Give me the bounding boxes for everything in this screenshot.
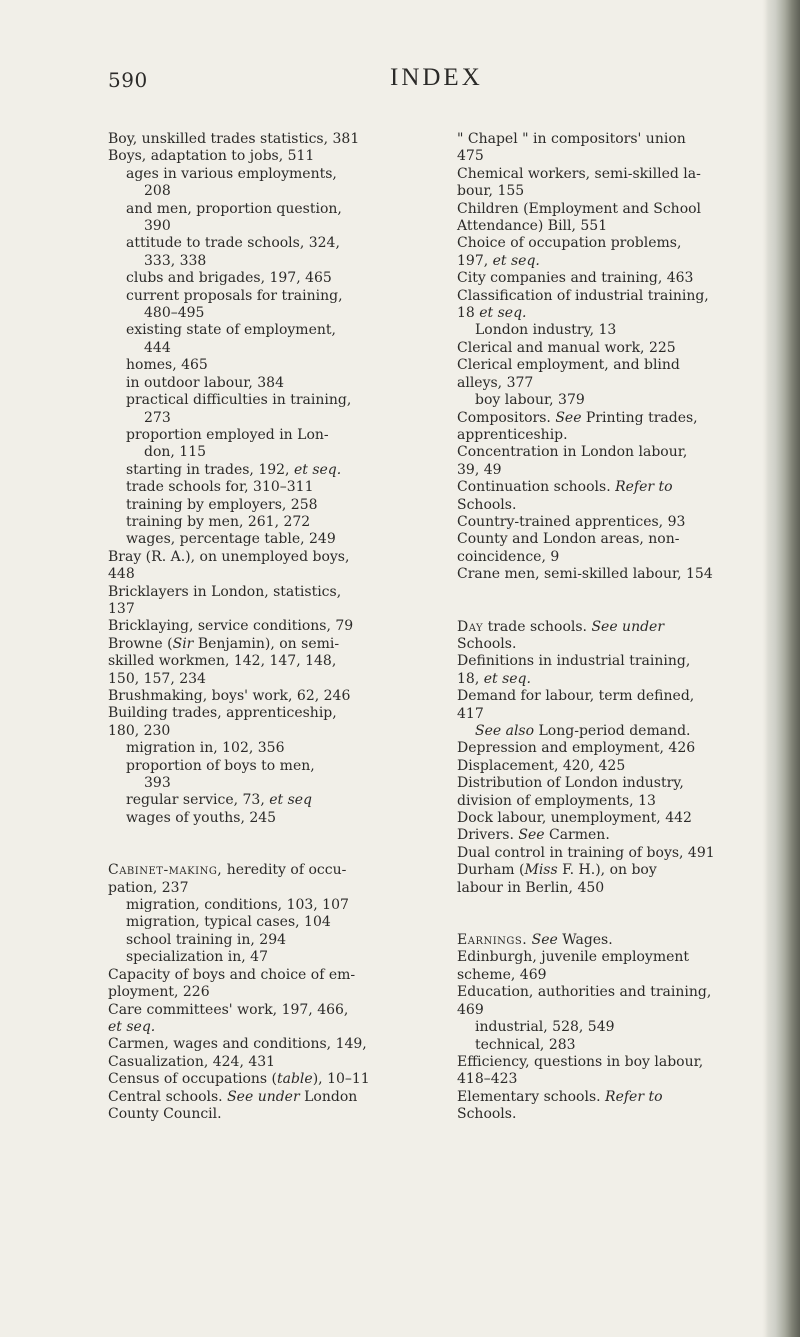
entry-line: coincidence, 9: [457, 548, 560, 565]
index-entry: [457, 688, 779, 723]
index-entry: [457, 270, 779, 287]
entry-line: pation, 237: [108, 879, 189, 896]
index-entry: [108, 131, 430, 148]
index-subentry: [108, 914, 430, 931]
entry-line: Chemical workers, semi-skilled la-: [457, 165, 701, 182]
entry-line: proportion employed in Lon-: [126, 426, 329, 443]
entry-line: 273: [144, 409, 171, 426]
entry-line: Capacity of boys and choice of em-: [108, 966, 356, 983]
entry-line: 475: [457, 148, 484, 165]
entry-line: wages, percentage table, 249: [126, 531, 336, 548]
entry-line: practical difficulties in training,: [126, 392, 352, 409]
entry-line: 208: [144, 183, 171, 200]
index-entry: [457, 740, 779, 757]
index-entry: [457, 653, 779, 688]
index-entry: [457, 984, 779, 1019]
entry-line: apprenticeship.: [457, 426, 568, 443]
entry-line: training by men, 261, 272: [126, 513, 311, 530]
index-subentry: [108, 810, 430, 827]
entry-line: Distribution of London industry,: [457, 775, 684, 792]
entry-line: Earnings. See Wages.: [457, 932, 613, 949]
index-subentry: [108, 479, 430, 496]
entry-line: Demand for labour, term defined,: [457, 688, 695, 705]
entry-line: regular service, 73, et seq: [126, 792, 313, 809]
index-subentry: [108, 932, 430, 949]
entry-line: skilled workmen, 142, 147, 148,: [108, 653, 337, 670]
index-entry: [108, 1002, 430, 1037]
entry-line: Drivers. See Carmen.: [457, 827, 610, 844]
index-entry: [457, 949, 779, 984]
entry-line: Schools.: [457, 635, 517, 652]
entry-line: See also Long-period demand.: [475, 723, 691, 739]
index-entry: [108, 549, 430, 584]
entry-line: 137: [108, 600, 135, 617]
index-subentry: [457, 723, 779, 740]
entry-line: clubs and brigades, 197, 465: [126, 270, 332, 287]
entry-line: 197, et seq.: [457, 252, 540, 269]
entry-line: Schools.: [457, 1106, 517, 1123]
index-subentry: [108, 392, 430, 427]
entry-line: current proposals for training,: [126, 287, 343, 304]
entry-line: London industry, 13: [475, 322, 617, 339]
entry-line: Compositors. See Printing trades,: [457, 409, 698, 426]
entry-line: existing state of employment,: [126, 322, 336, 339]
entry-line: 417: [457, 705, 484, 722]
entry-line: County Council.: [108, 1105, 222, 1122]
section-gap: [457, 897, 779, 932]
entry-line: Day trade schools. See under: [457, 618, 665, 635]
index-entry: [457, 845, 779, 862]
entry-line: Census of occupations (table), 10–11: [108, 1071, 370, 1088]
index-subentry: [108, 375, 430, 392]
entry-line: Schools.: [457, 496, 517, 513]
index-entry: [108, 584, 430, 619]
entry-line: and men, proportion question,: [126, 200, 342, 217]
entry-line: Classification of industrial training,: [457, 287, 709, 304]
index-subentry: [457, 322, 779, 339]
entry-line: " Chapel " in compositors' union: [457, 131, 686, 147]
entry-line: training by employers, 258: [126, 496, 318, 513]
entry-line: Building trades, apprenticeship,: [108, 705, 337, 722]
entry-line: 448: [108, 566, 135, 583]
index-subentry: [108, 531, 430, 548]
index-entry: [457, 566, 779, 583]
entry-line: City companies and training, 463: [457, 270, 694, 287]
entry-line: migration, conditions, 103, 107: [126, 897, 349, 914]
entry-line: 18, et seq.: [457, 670, 531, 687]
entry-line: Clerical and manual work, 225: [457, 339, 676, 356]
entry-line: 418–423: [457, 1071, 518, 1088]
entry-line: Efficiency, questions in boy labour,: [457, 1053, 704, 1070]
index-entry: [457, 810, 779, 827]
index-subentry: [457, 1037, 779, 1054]
entry-line: Choice of occupation problems,: [457, 235, 682, 252]
entry-line: Boys, adaptation to jobs, 511: [108, 148, 315, 165]
entry-line: Dual control in training of boys, 491: [457, 844, 715, 861]
index-subentry: [108, 740, 430, 757]
index-entry: [457, 862, 779, 897]
index-entry: [457, 288, 779, 323]
entry-line: ages in various employments,: [126, 165, 337, 182]
entry-line: Boy, unskilled trades statistics, 381: [108, 131, 360, 147]
entry-line: migration in, 102, 356: [126, 740, 285, 757]
entry-line: division of employments, 13: [457, 792, 656, 809]
entry-line: Elementary schools. Refer to: [457, 1088, 663, 1105]
entry-line: labour in Berlin, 450: [457, 879, 605, 896]
index-entry: [457, 410, 779, 445]
index-entry: [457, 827, 779, 844]
entry-line: Bray (R. A.), on unemployed boys,: [108, 548, 350, 565]
entry-line: 333, 338: [144, 252, 207, 269]
index-entry: [108, 636, 430, 688]
entry-line: Durham (Miss F. H.), on boy: [457, 862, 657, 879]
entry-line: 469: [457, 1001, 484, 1018]
entry-line: boy labour, 379: [475, 392, 585, 409]
index-entry: [457, 131, 779, 166]
index-entry: [457, 758, 779, 775]
index-subentry: [108, 949, 430, 966]
entry-line: Brushmaking, boys' work, 62, 246: [108, 688, 351, 704]
entry-line: Continuation schools. Refer to: [457, 479, 673, 496]
index-subentry: [108, 497, 430, 514]
entry-line: in outdoor labour, 384: [126, 374, 284, 391]
entry-line: 39, 49: [457, 461, 502, 478]
section-gap: [457, 584, 779, 619]
entry-line: 480–495: [144, 305, 205, 322]
index-subentry: [108, 201, 430, 236]
entry-line: Crane men, semi-skilled labour, 154: [457, 566, 713, 583]
entry-line: don, 115: [144, 444, 207, 461]
entry-line: Edinburgh, juvenile employment: [457, 949, 690, 966]
entry-line: specialization in, 47: [126, 949, 268, 966]
entry-line: Bricklaying, service conditions, 79: [108, 618, 354, 635]
index-entry: [457, 514, 779, 531]
entry-line: proportion of boys to men,: [126, 757, 315, 774]
index-subentry: [108, 514, 430, 531]
index-entry: [457, 340, 779, 357]
entry-line: bour, 155: [457, 183, 525, 200]
entry-line: Care committees' work, 197, 466,: [108, 1001, 349, 1018]
index-entry: [108, 1089, 430, 1124]
index-subentry: [108, 322, 430, 357]
index-entry: [457, 357, 779, 392]
index-subentry: [108, 897, 430, 914]
entry-line: alleys, 377: [457, 374, 534, 391]
page-number: 590: [108, 68, 148, 92]
entry-line: Concentration in London labour,: [457, 444, 688, 461]
entry-line: 444: [144, 339, 171, 356]
index-entry: [108, 1036, 430, 1053]
entry-line: Country-trained apprentices, 93: [457, 513, 686, 530]
index-entry: [108, 1071, 430, 1088]
index-entry: [457, 1089, 779, 1124]
index-entry: [108, 967, 430, 1002]
index-subentry: [108, 792, 430, 809]
entry-line: Clerical employment, and blind: [457, 357, 680, 374]
index-subentry: [108, 166, 430, 201]
index-entry: [457, 619, 779, 654]
entry-line: technical, 283: [475, 1036, 576, 1053]
index-entry: [457, 235, 779, 270]
index-subentry: [457, 392, 779, 409]
index-subentry: [457, 1019, 779, 1036]
index-subentry: [108, 427, 430, 462]
entry-line: et seq.: [108, 1018, 156, 1035]
entry-line: attitude to trade schools, 324,: [126, 235, 340, 252]
entry-line: 150, 157, 234: [108, 670, 206, 687]
index-entry: [457, 1054, 779, 1089]
index-entry: [108, 705, 430, 740]
entry-line: Cabinet-making, heredity of occu-: [108, 862, 347, 879]
index-column-right: [457, 131, 779, 1124]
index-entry: [108, 618, 430, 635]
index-entry: [457, 531, 779, 566]
page-header: [0, 62, 800, 102]
entry-line: Carmen, wages and conditions, 149,: [108, 1036, 367, 1053]
section-gap: [108, 827, 430, 862]
entry-line: ployment, 226: [108, 984, 210, 1001]
index-entry: [108, 1054, 430, 1071]
entry-line: homes, 465: [126, 357, 208, 374]
index-subentry: [108, 288, 430, 323]
entry-line: Browne (Sir Benjamin), on semi-: [108, 635, 340, 652]
entry-line: school training in, 294: [126, 931, 287, 948]
entry-line: 390: [144, 218, 171, 235]
entry-line: trade schools for, 310–311: [126, 479, 314, 496]
entry-line: Central schools. See under London: [108, 1088, 358, 1105]
entry-line: Depression and employment, 426: [457, 740, 696, 757]
entry-line: scheme, 469: [457, 966, 547, 983]
index-column-left: [108, 131, 430, 1123]
entry-line: migration, typical cases, 104: [126, 914, 331, 931]
entry-line: Children (Employment and School: [457, 200, 702, 217]
entry-line: Casualization, 424, 431: [108, 1053, 276, 1070]
index-subentry: [108, 357, 430, 374]
index-entry: [108, 688, 430, 705]
entry-line: industrial, 528, 549: [475, 1019, 615, 1036]
index-entry: [108, 148, 430, 165]
index-entry: [457, 201, 779, 236]
index-subentry: [108, 235, 430, 270]
entry-line: Definitions in industrial training,: [457, 653, 691, 670]
entry-line: Dock labour, unemployment, 442: [457, 810, 692, 827]
index-entry: [108, 862, 430, 897]
entry-line: 393: [144, 775, 171, 792]
index-entry: [457, 775, 779, 810]
index-entry: [457, 166, 779, 201]
entry-line: Education, authorities and training,: [457, 984, 712, 1001]
index-subentry: [108, 758, 430, 793]
entry-line: County and London areas, non-: [457, 531, 680, 548]
entry-line: starting in trades, 192, et seq.: [126, 461, 342, 478]
entry-line: Attendance) Bill, 551: [457, 218, 608, 235]
entry-line: Bricklayers in London, statistics,: [108, 583, 342, 600]
index-entry: [457, 444, 779, 479]
entry-line: wages of youths, 245: [126, 809, 277, 826]
entry-line: Displacement, 420, 425: [457, 757, 626, 774]
index-entry: [457, 479, 779, 514]
entry-line: 18 et seq.: [457, 305, 527, 322]
running-title: INDEX: [390, 64, 483, 91]
index-subentry: [108, 462, 430, 479]
index-entry: [457, 932, 779, 949]
entry-line: 180, 230: [108, 722, 171, 739]
index-subentry: [108, 270, 430, 287]
